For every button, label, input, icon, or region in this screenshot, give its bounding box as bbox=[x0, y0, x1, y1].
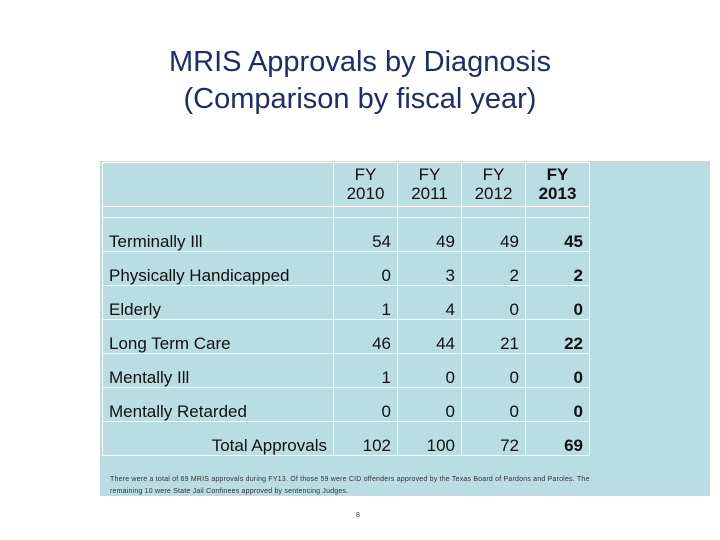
row-label: Mentally Ill bbox=[103, 354, 334, 388]
row-label: Terminally Ill bbox=[103, 218, 334, 252]
table-header-row bbox=[103, 163, 590, 207]
total-fy2012: 72 bbox=[462, 422, 526, 456]
footnote: There were a total of 69 MRIS approvals during FY13. Of those 59 were CID offenders approved by the Texas Board of Pardons and Paroles. The remaining 10 were State Jail Confinees approved by sentencing Judges. bbox=[110, 476, 590, 495]
cell-fy2010: 1 bbox=[334, 354, 398, 388]
table-row bbox=[103, 388, 590, 422]
cell-fy2013: 22 bbox=[526, 320, 590, 354]
header-blank-cell bbox=[103, 163, 334, 207]
cell-fy2013: 0 bbox=[526, 388, 590, 422]
row-label: Mentally Retarded bbox=[103, 388, 334, 422]
cell-fy2011: 3 bbox=[398, 252, 462, 286]
row-label: Elderly bbox=[103, 286, 334, 320]
cell-fy2012: 49 bbox=[462, 218, 526, 252]
row-label: Physically Handicapped bbox=[103, 252, 334, 286]
header-fy2013: FY 2013 bbox=[526, 163, 590, 207]
table-total-row bbox=[103, 422, 590, 456]
cell-fy2013: 0 bbox=[526, 286, 590, 320]
cell-fy2012: 21 bbox=[462, 320, 526, 354]
cell-fy2010: 46 bbox=[334, 320, 398, 354]
header-fy2011: FY 2011 bbox=[398, 163, 462, 207]
row-label: Long Term Care bbox=[103, 320, 334, 354]
cell-fy2011: 4 bbox=[398, 286, 462, 320]
cell-fy2011: 0 bbox=[398, 354, 462, 388]
cell-fy2010: 0 bbox=[334, 252, 398, 286]
page-number: 8 bbox=[356, 512, 360, 519]
table-row bbox=[103, 286, 590, 320]
table-row bbox=[103, 218, 590, 252]
table-spacer-row bbox=[103, 207, 590, 218]
cell-fy2013: 2 bbox=[526, 252, 590, 286]
cell-fy2010: 1 bbox=[334, 286, 398, 320]
table-row bbox=[103, 320, 590, 354]
approvals-table bbox=[102, 162, 590, 456]
total-fy2013: 69 bbox=[526, 422, 590, 456]
total-fy2010: 102 bbox=[334, 422, 398, 456]
cell-fy2012: 0 bbox=[462, 286, 526, 320]
header-fy2010: FY 2010 bbox=[334, 163, 398, 207]
cell-fy2011: 49 bbox=[398, 218, 462, 252]
header-fy2012: FY 2012 bbox=[462, 163, 526, 207]
cell-fy2013: 0 bbox=[526, 354, 590, 388]
cell-fy2011: 0 bbox=[398, 388, 462, 422]
cell-fy2011: 44 bbox=[398, 320, 462, 354]
cell-fy2012: 2 bbox=[462, 252, 526, 286]
table-row bbox=[103, 252, 590, 286]
table-row bbox=[103, 354, 590, 388]
cell-fy2012: 0 bbox=[462, 354, 526, 388]
cell-fy2013: 45 bbox=[526, 218, 590, 252]
title-line-1: MRIS Approvals by Diagnosis bbox=[169, 46, 551, 78]
cell-fy2010: 54 bbox=[334, 218, 398, 252]
title-line-2: (Comparison by fiscal year) bbox=[183, 83, 537, 115]
slide-title bbox=[0, 44, 720, 118]
total-label: Total Approvals bbox=[103, 422, 334, 456]
cell-fy2010: 0 bbox=[334, 388, 398, 422]
cell-fy2012: 0 bbox=[462, 388, 526, 422]
total-fy2011: 100 bbox=[398, 422, 462, 456]
